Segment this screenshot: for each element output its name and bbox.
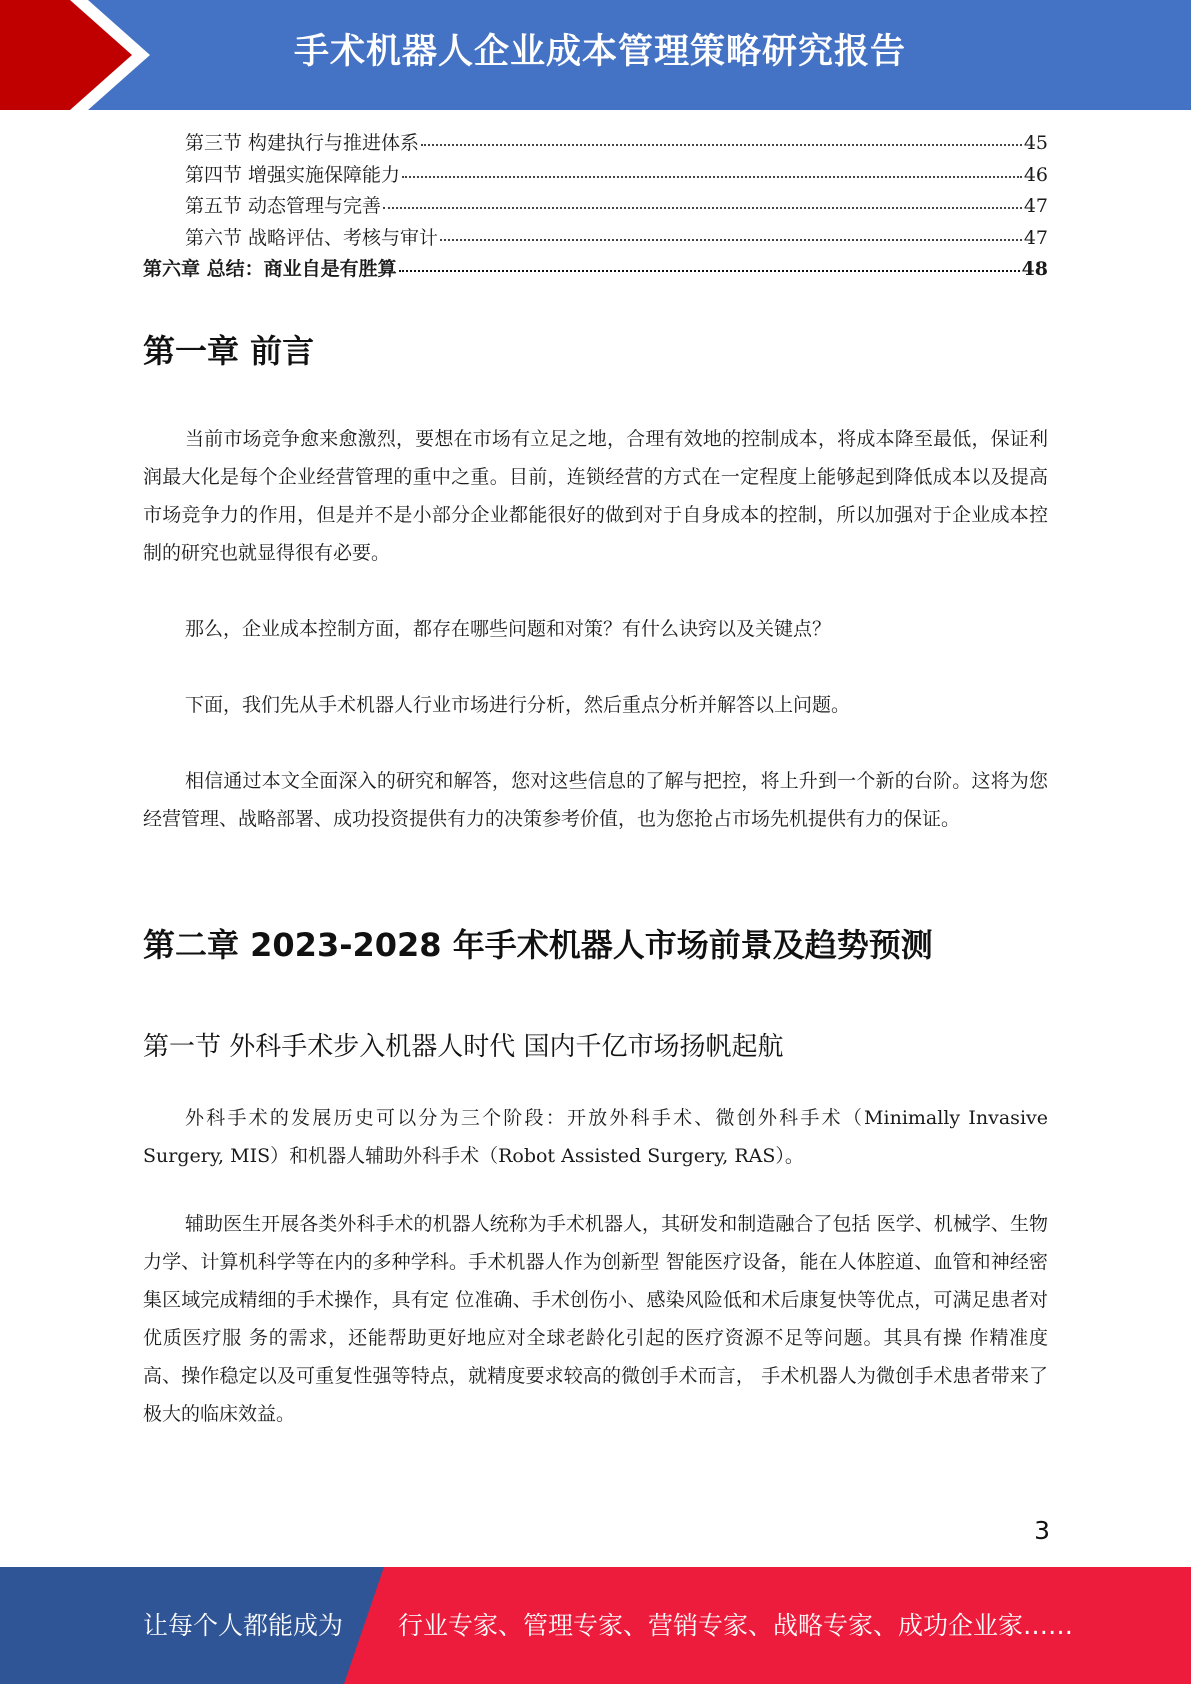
toc-entry-label: 第六章 总结：商业自是有胜算 bbox=[143, 258, 397, 280]
chapter-1-heading: 第一章 前言 bbox=[143, 332, 315, 370]
toc-entry-page: 47 bbox=[1023, 195, 1048, 217]
page-number: 3 bbox=[1034, 1516, 1050, 1545]
toc-entry-page: 48 bbox=[1021, 258, 1048, 280]
chapter-1-paragraph-1: 当前市场竞争愈来愈激烈，要想在市场有立足之地，合理有效地的控制成本，将成本降至最低，保证利润最大化是每个企业经营管理的重中之重。目前，连锁经营的方式在一定程度上能够起到降低成本以及提高市场竞争力的作用，但是并不是小部分企业都能很好的做到对于自身成本的控制，所以加强对于企业成本控制的研究也就显得很有必要。 bbox=[143, 428, 1048, 564]
toc-entry-page: 46 bbox=[1023, 163, 1048, 186]
chapter-1-paragraph-2: 那么，企业成本控制方面，都存在哪些问题和对策？有什么诀窍以及关键点？ bbox=[185, 618, 832, 640]
footer-slogan-right: 行业专家、管理专家、营销专家、战略专家、成功企业家…… bbox=[398, 1611, 1074, 1640]
toc-entry-page: 47 bbox=[1023, 226, 1048, 249]
toc-entry[interactable] bbox=[143, 160, 1048, 192]
toc-entry-label: 第六节 战略评估、考核与审计 bbox=[185, 226, 439, 249]
toc-entry[interactable] bbox=[143, 223, 1048, 255]
toc-leader-dots bbox=[399, 270, 1020, 272]
toc-entry[interactable] bbox=[143, 191, 1048, 223]
toc-leader-dots bbox=[440, 239, 1022, 241]
footer-banner bbox=[0, 1567, 1191, 1684]
header-banner bbox=[0, 0, 1191, 110]
chapter-1-paragraph-3: 下面，我们先从手术机器人行业市场进行分析，然后重点分析并解答以上问题。 bbox=[185, 694, 851, 716]
toc-leader-dots bbox=[421, 144, 1022, 146]
section-1-heading: 第一节 外科手术步入机器人时代 国内千亿市场扬帆起航 bbox=[143, 1032, 784, 1062]
footer-slogan-left: 让每个人都能成为 bbox=[143, 1611, 344, 1640]
toc-leader-dots bbox=[383, 207, 1022, 209]
toc-entry-page: 45 bbox=[1023, 132, 1048, 154]
toc-entry-label: 第三节 构建执行与推进体系 bbox=[185, 132, 420, 154]
section-1-paragraph-2: 辅助医生开展各类外科手术的机器人统称为手术机器人，其研发和制造融合了包括 医学、机械学、生物力学、计算机科学等在内的多种学科。手术机器人作为创新型 智能医疗设备，能在人体腔道、血管和神经密集区域完成精细的手术操作，具有定 位准确、手术创伤小、感染风险低和术后康复快等优点，可满足患者对优质医疗服 务的需求，还能帮助更好地应对全球老龄化引起的医疗资源不足等问题。其具有操 作精准度高、操作稳定以及可重复性强等特点，就精度要求较高的微创手术而言， 手术机器人为微创手术患者带来了极大的临床效益。 bbox=[143, 1213, 1048, 1425]
table-of-contents bbox=[143, 128, 1048, 286]
toc-entry[interactable] bbox=[143, 128, 1048, 160]
section-1-paragraph-1: 外科手术的发展历史可以分为三个阶段：开放外科手术、微创外科手术（Minimally Invasive Surgery, MIS）和机器人辅助外科手术（Robot Assisted Surgery, RAS）。 bbox=[143, 1107, 1048, 1167]
report-title: 手术机器人企业成本管理策略研究报告 bbox=[293, 32, 906, 72]
toc-leader-dots bbox=[402, 176, 1022, 178]
chapter-2-heading: 第二章 2023-2028 年手术机器人市场前景及趋势预测 bbox=[143, 926, 933, 964]
chapter-1-paragraph-4: 相信通过本文全面深入的研究和解答，您对这些信息的了解与把控，将上升到一个新的台阶。这将为您经营管理、战略部署、成功投资提供有力的决策参考价值，也为您抢占市场先机提供有力的保证。 bbox=[143, 770, 1048, 830]
toc-entry-chapter[interactable] bbox=[143, 254, 1048, 286]
toc-entry-label: 第五节 动态管理与完善 bbox=[185, 195, 382, 217]
toc-entry-label: 第四节 增强实施保障能力 bbox=[185, 163, 401, 186]
